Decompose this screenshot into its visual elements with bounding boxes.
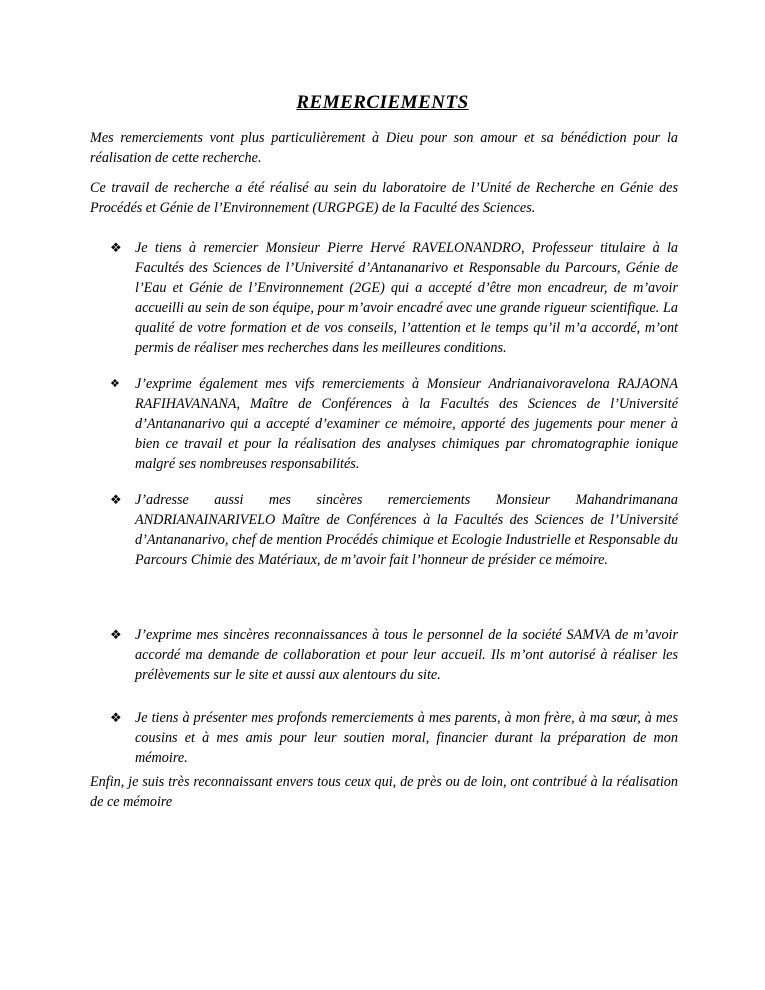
page-title: REMERCIEMENTS — [296, 92, 469, 113]
acknowledgement-text-3: J’adresse aussi mes sincères remerciements Monsieur Mahandrimanana ANDRIANAINARIVELO Maître de Conférences à la Facultés des Sciences de l’Université d’Antananarivo, chef de mention Procédés chimique et Ecologie Industrielle et Responsable du Parcours Chimie des Matériaux, de m’avoir fait l’honneur de présider ce mémoire. — [135, 492, 678, 568]
intro-paragraph-2: Ce travail de recherche a été réalisé au sein du laboratoire de l’Unité de Recherche en Génie des Procédés et Génie de l’Environnement (URGPGE) de la Faculté des Sciences. — [90, 180, 678, 216]
diamond-bullet-icon: ❖ — [110, 378, 120, 390]
diamond-bullet-icon: ❖ — [110, 710, 122, 725]
acknowledgement-text-5: Je tiens à présenter mes profonds remerciements à mes parents, à mon frère, à ma sœur, à mes cousins et à mes amis pour leur soutien moral, financier durant la préparation de mon mémoire. — [135, 710, 678, 766]
acknowledgement-item-5 — [110, 708, 678, 768]
acknowledgement-text-1: Je tiens à remercier Monsieur Pierre Hervé RAVELONANDRO, Professeur titulaire à la Facultés des Sciences de l’Université d’Antananarivo et Responsable du Parcours, Génie de l’Eau et Génie de l’Environnement (2GE) qui a accepté d’être mon encadreur, de m’avoir accueilli au sein de son équipe, pour m’avoir encadré avec une grande rigueur scientifique. La qualité de votre formation et de vos conseils, l’attention et le temps qu’il m’a accordé, m’ont permis de réaliser mes recherches dans les meilleures conditions. — [135, 240, 678, 356]
acknowledgement-item-2 — [110, 374, 678, 474]
closing-paragraph: Enfin, je suis très reconnaissant envers tous ceux qui, de près ou de loin, ont contribué à la réalisation de ce mémoire — [90, 774, 678, 810]
diamond-bullet-icon: ❖ — [110, 627, 122, 642]
acknowledgement-item-4 — [110, 625, 678, 685]
acknowledgement-text-2: J’exprime également mes vifs remerciements à Monsieur Andrianaivoravelona RAJAONA RAFIHAVANANA, Maître de Conférences à la Facultés des Sciences de l’Université d’Antananarivo qui a accepté d’examiner ce mémoire, apporté des jugements pour mener à bien ce travail et pour la réalisation des analyses chimiques par chromatographie ionique malgré ses nombreuses responsabilités. — [135, 376, 678, 472]
diamond-bullet-icon: ❖ — [110, 240, 122, 255]
acknowledgement-item-3 — [110, 490, 678, 570]
diamond-bullet-icon: ❖ — [110, 492, 122, 507]
acknowledgement-text-4: J’exprime mes sincères reconnaissances à tous le personnel de la société SAMVA de m’avoir accordé ma demande de collaboration et pour leur accueil. Ils m’ont autorisé à réaliser les prélèvements sur le site et aussi aux alentours du site. — [135, 627, 678, 683]
acknowledgement-item-1 — [110, 238, 678, 358]
intro-paragraph-1: Mes remerciements vont plus particulièrement à Dieu pour son amour et sa bénédiction pour la réalisation de cette recherche. — [90, 130, 678, 166]
